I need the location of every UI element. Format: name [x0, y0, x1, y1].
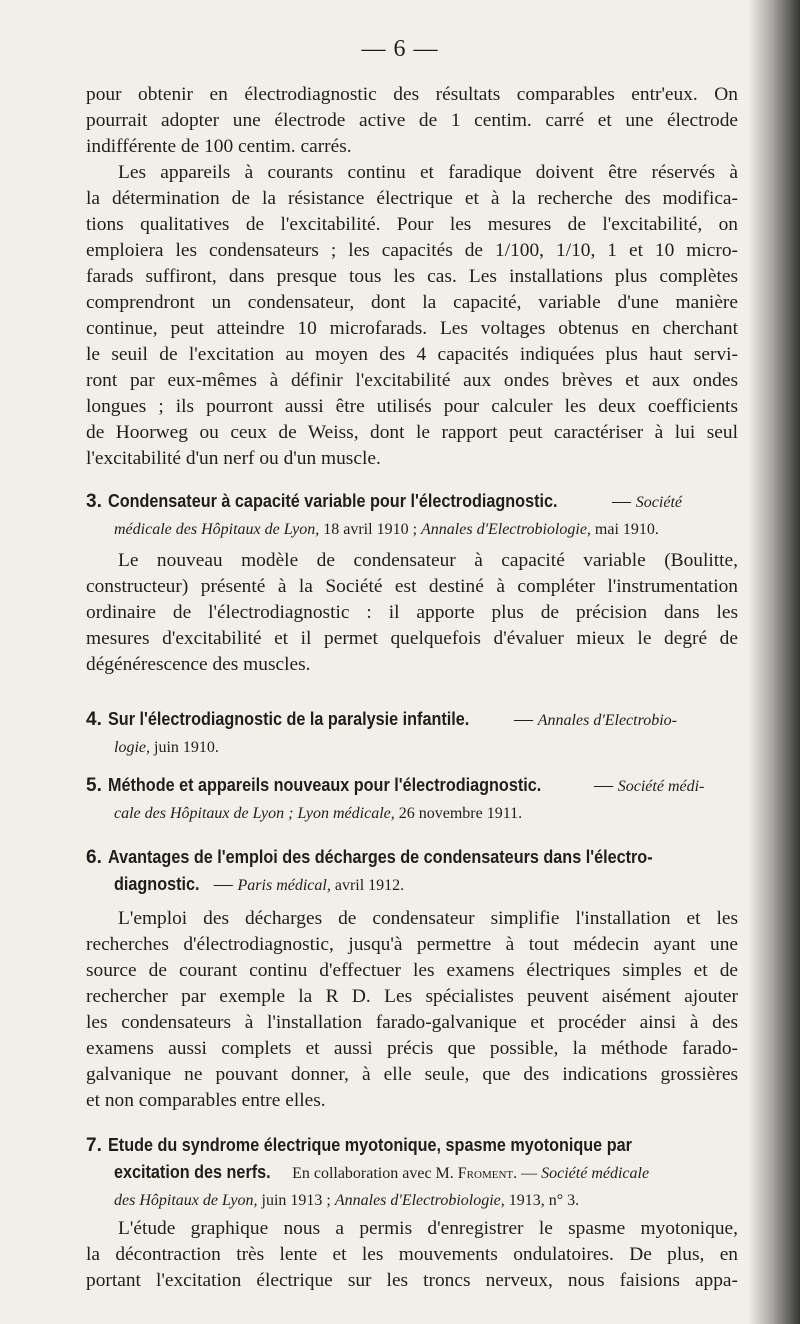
entry-date: juin 1913 ;	[257, 1192, 335, 1209]
bibliography-entry-3	[86, 488, 738, 543]
text-line: examens aussi complets et aussi précis que possible, la méthode farado-	[86, 1038, 738, 1059]
entry-title: Avantages de l'emploi des décharges de condensateurs dans l'électro-	[107, 847, 653, 867]
text-line: portant l'excitation électrique sur les troncs nerveux, nous faisions appa-	[86, 1270, 738, 1291]
text-line: et non comparables entre elles.	[86, 1090, 326, 1111]
entry-source: Annales d'Electrobiologie,	[334, 1192, 505, 1209]
entry-source: Annales d'Electrobio-	[537, 712, 678, 729]
bibliography-entry-4	[86, 706, 738, 761]
entry-source: Annales d'Electrobiologie,	[421, 521, 591, 538]
bibliography-entry-7	[86, 1132, 738, 1214]
text-line: emploiera les condensateurs ; les capacités de 1/100, 1/10, 1 et 10 micro-	[86, 240, 738, 261]
text-line: dégénérescence des muscles.	[86, 654, 311, 675]
text-line: comprendront un condensateur, dont la capacité, variable d'une manière	[86, 292, 738, 313]
paragraph-emploi	[86, 906, 738, 1114]
text-line: pourrait adopter une électrode active de 1 centim. carré et une électrode	[86, 110, 738, 131]
entry-date: 26 novembre 1911.	[394, 805, 523, 822]
entry-source: cale des Hôpitaux de Lyon ; Lyon médicale,	[114, 805, 395, 822]
text-line: Les appareils à courants continu et faradique doivent être réservés à	[118, 162, 738, 183]
entry-date: mai 1910.	[590, 521, 659, 538]
paragraph-etude	[86, 1216, 738, 1294]
text-line: rechercher par exemple la R D. Les spécialistes peuvent aisément ajouter	[86, 986, 738, 1007]
page-number: — 6 —	[361, 36, 439, 62]
dash: . —	[513, 1165, 542, 1182]
entry-source: médicale des Hôpitaux de Lyon,	[114, 521, 320, 538]
entry-date: avril 1912.	[330, 877, 405, 894]
text-line: la détermination de la résistance électrique et à la recherche des modifica-	[86, 188, 738, 209]
page-edge-shadow	[748, 0, 800, 1324]
text-line: les condensateurs à l'installation farado-galvanique et procéder ainsi à des	[86, 1012, 738, 1033]
text-line: continue, peut atteindre 10 microfarads. Les voltages obtenus en cherchant	[86, 318, 738, 339]
text-line: ordinaire de l'électrodiagnostic : il apporte plus de précision dans les	[86, 602, 738, 623]
text-line: le seuil de l'excitation au moyen des 4 capacités indiquées plus haut servi-	[86, 344, 738, 365]
entry-title: Sur l'électrodiagnostic de la paralysie infantile.	[107, 709, 470, 729]
dash: —	[589, 775, 618, 796]
dash: —	[607, 491, 636, 512]
text-line: l'excitabilité d'un nerf ou d'un muscle.	[86, 448, 381, 469]
entry-author: Froment	[457, 1165, 514, 1182]
text-line: indifférente de 100 centim. carrés.	[86, 136, 352, 157]
text-line: galvanique ne pouvant donner, à elle seule, que des indications grossières	[86, 1064, 738, 1085]
entry-title: Etude du syndrome électrique myotonique, spasme myotonique par	[107, 1135, 632, 1155]
paragraph-condensateur	[86, 548, 738, 678]
entry-date: juin 1910.	[150, 739, 219, 756]
entry-source: des Hôpitaux de Lyon,	[114, 1192, 258, 1209]
paragraph-continuation	[86, 82, 738, 160]
text-line: longues ; ils pourront aussi être utilisés pour calculer les deux coefficients	[86, 396, 738, 417]
entry-date: 1913, n° 3.	[504, 1192, 580, 1209]
text-line: mesures d'excitabilité et il permet quelquefois d'évaluer mieux le degré de	[86, 628, 738, 649]
text-line: ront par eux-mêmes à définir l'excitabilité aux ondes brèves et aux ondes	[86, 370, 738, 391]
bibliography-entry-5	[86, 772, 738, 827]
entry-number: 5.	[86, 775, 102, 796]
entry-title: Condensateur à capacité variable pour l'électrodiagnostic.	[107, 491, 558, 511]
text-line: Le nouveau modèle de condensateur à capacité variable (Boulitte,	[118, 550, 738, 571]
entry-source: Société médi-	[617, 778, 705, 795]
text-line: farads suffiront, dans presque tous les cas. Les installations plus complètes	[86, 266, 738, 287]
entry-number: 3.	[86, 491, 102, 512]
entry-title: Méthode et appareils nouveaux pour l'électrodiagnostic.	[107, 775, 542, 795]
dash: —	[509, 709, 538, 730]
text-line: constructeur) présenté à la Société est destiné à compléter l'instrumentation	[86, 576, 738, 597]
text-line: recherches d'électrodiagnostic, jusqu'à permettre à tout médecin ayant une	[86, 934, 738, 955]
text-line: de Hoorweg ou ceux de Weiss, dont le rapport peut caractériser à lui seul	[86, 422, 738, 443]
entry-date: 18 avril 1910 ;	[319, 521, 422, 538]
entry-source: Paris médical,	[237, 877, 331, 894]
text-line: L'étude graphique nous a permis d'enregistrer le spasme myotonique,	[118, 1218, 738, 1239]
entry-number: 7.	[86, 1135, 102, 1156]
entry-title: excitation des nerfs.	[114, 1162, 271, 1182]
text-line: pour obtenir en électrodiagnostic des résultats comparables entr'eux. On	[86, 84, 738, 105]
paragraph-appareils	[86, 160, 738, 472]
entry-source: Société	[635, 494, 682, 511]
entry-number: 6.	[86, 847, 102, 868]
entry-collab: En collaboration avec M.	[288, 1165, 458, 1182]
text-line: la décontraction très lente et les mouvements ondulatoires. De plus, en	[86, 1244, 738, 1265]
entry-number: 4.	[86, 709, 102, 730]
text-line: L'emploi des décharges de condensateur simplifie l'installation et les	[118, 908, 738, 929]
entry-source: logie,	[114, 739, 150, 756]
bibliography-entry-6	[86, 844, 738, 899]
dash: —	[209, 874, 238, 895]
text-line: source de courant continu d'effectuer les examens électriques simples et de	[86, 960, 738, 981]
text-line: tions qualitatives de l'excitabilité. Pour les mesures de l'excitabilité, on	[86, 214, 738, 235]
entry-title: diagnostic.	[114, 874, 200, 894]
entry-source: Société médicale	[541, 1165, 650, 1182]
